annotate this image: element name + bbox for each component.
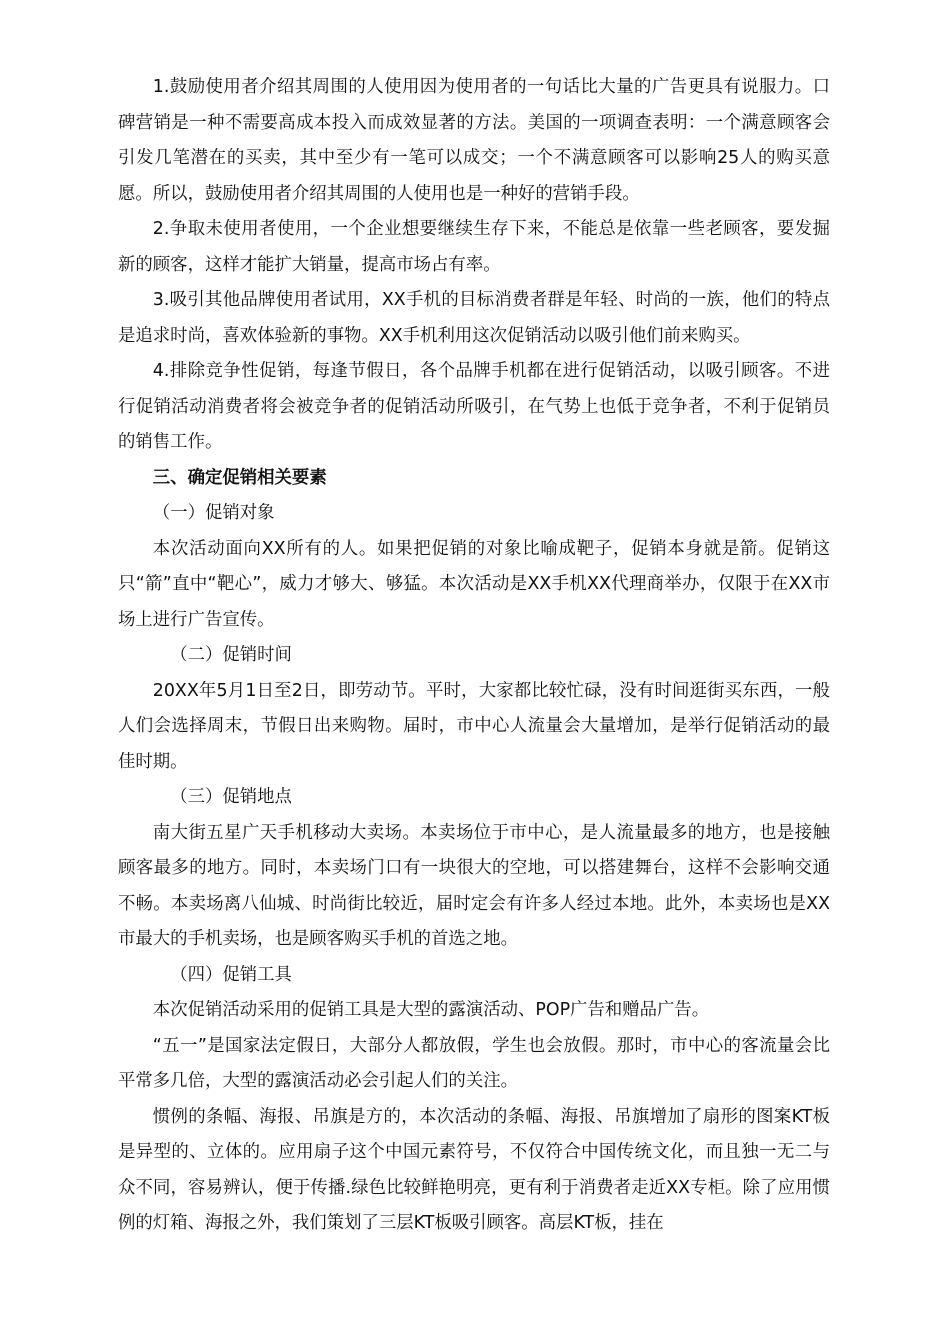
subheading-promotion-tools: （四）促销工具 bbox=[170, 964, 292, 985]
paragraph-may-day: “五一”是国家法定假日，大部分人都放假，学生也会放假。那时，市中心的客流量会比平常多几倍，大型的露演活动必会引起人们的关注。 bbox=[118, 1035, 830, 1091]
paragraph-competitive-promotion: 4.排除竞争性促销，每逢节假日，各个品牌手机都在进行促销活动，以吸引顾客。不进行促销活动消费者将会被竞争者的促销活动所吸引，在气势上也低于竞争者，不利于促销员的销售工作。 bbox=[118, 361, 830, 452]
paragraph-attract-new-users: 2.争取未使用者使用，一个企业想要继续生存下来，不能总是依靠一些老顾客，要发掘新的顾客，这样才能扩大销量，提高市场占有率。 bbox=[118, 219, 830, 275]
paragraph-promotion-time: 20XX年5月1日至2日，即劳动节。平时，大家都比较忙碌，没有时间逛街买东西，一般人们会选择周末，节假日出来购物。届时，市中心人流量会大量增加，是举行促销活动的最佳时期。 bbox=[118, 680, 830, 772]
paragraph-promotion-tools: 本次促销活动采用的促销工具是大型的露演活动、POP广告和赠品广告。 bbox=[152, 1000, 710, 1020]
paragraph-encourage-referral: 1.鼓励使用者介绍其周围的人使用因为使用者的一句话比大量的广告更具有说服力。口碑营销是一种不需要高成本投入而成效显著的方法。美国的一项调查表明：一个满意顾客会引发几笔潜在的买卖，其中至少有一笔可以成交；一个不满意顾客可以影响25人的购买意愿。所以，鼓励使用者介绍其周围的人使用也是一种好的营销手段。 bbox=[118, 77, 830, 204]
document-page bbox=[118, 70, 830, 1242]
paragraph-promotion-location: 南大街五星广天手机移动大卖场。本卖场位于市中心，是人流量最多的地方，也是接触顾客最多的地方。同时，本卖场门口有一块很大的空地，可以搭建舞台，这样不会影响交通不畅。本卖场离八仙城、时尚街比较近，届时定会有许多人经过本地。此外，本卖场也是XX市最大的手机卖场，也是顾客购买手机的首选之地。 bbox=[118, 822, 830, 949]
paragraph-promotion-target: 本次活动面向XX所有的人。如果把促销的对象比喻成靶子，促销本身就是箭。促销这只“箭”直中“靶心”，威力才够大、够猛。本次活动是XX手机XX代理商举办，仅限于在XX市场上进行广告宣传。 bbox=[118, 538, 830, 630]
subheading-promotion-location: （三）促销地点 bbox=[170, 787, 292, 807]
paragraph-attract-other-brands: 3.吸引其他品牌使用者试用，XX手机的目标消费者群是年轻、时尚的一族，他们的特点是追求时尚，喜欢体验新的事物。XX手机利用这次促销活动以吸引他们前来购买。 bbox=[118, 290, 830, 346]
subheading-promotion-time: （二）促销时间 bbox=[170, 645, 292, 665]
subheading-promotion-target: （一）促销对象 bbox=[152, 503, 275, 523]
paragraph-banners-kt-boards: 惯例的条幅、海报、吊旗是方的，本次活动的条幅、海报、吊旗增加了扇形的图案KT板是异型的、立体的。应用扇子这个中国元素符号，不仅符合中国传统文化，而且独一无二与众不同，容易辨认，便于传播.绿色比较鲜艳明亮，更有利于消费者走近XX专柜。除了应用惯例的灯箱、海报之外，我们策划了三层KT板吸引顾客。高层KT板，挂在 bbox=[118, 1106, 830, 1233]
section-heading-promotion-elements: 三、确定促销相关要素 bbox=[152, 467, 327, 488]
